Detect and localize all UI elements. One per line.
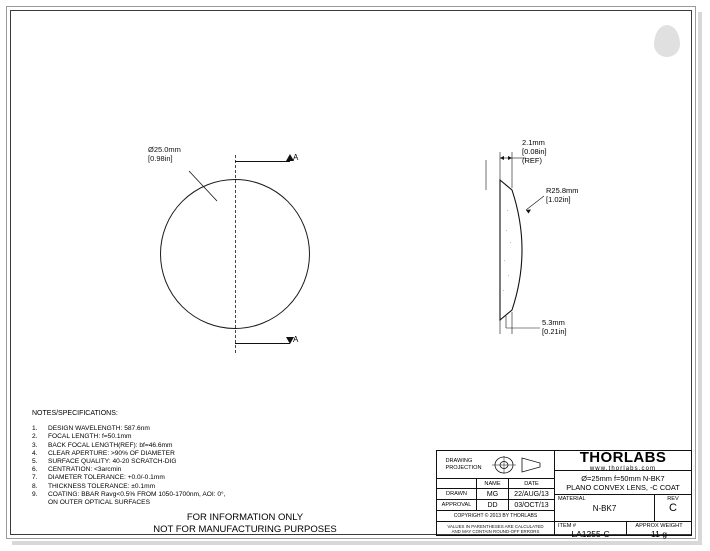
front-view — [140, 145, 360, 355]
notes-heading: NOTES/SPECIFICATIONS: — [32, 410, 118, 417]
note-text: BACK FOCAL LENGTH(REF): bf=46.6mm — [48, 441, 173, 449]
center-thickness-in: [0.21in] — [542, 327, 567, 336]
note-number — [32, 499, 48, 507]
part-description-line-2: PLANO CONVEX LENS, -C COAT — [566, 482, 680, 492]
note-number: 5. — [32, 458, 38, 466]
lens-cross-section — [470, 130, 670, 340]
roundoff-line-2: AND MAY CONTAIN ROUND-OFF ERRORS — [451, 529, 540, 534]
note-item — [32, 450, 362, 458]
note-item — [32, 458, 362, 466]
disclaimer-text — [120, 512, 370, 536]
rev-cell — [655, 495, 691, 522]
item-value: LA1255-C — [571, 529, 610, 539]
date-header-cell: DATE — [509, 479, 555, 489]
note-item — [32, 442, 362, 450]
edge-thickness-dimension — [522, 138, 547, 165]
note-item — [32, 474, 362, 482]
projection-label-2: PROJECTION — [445, 464, 482, 471]
copyright-text: COPYRIGHT © 2013 BY THORLABS — [453, 513, 538, 519]
company-url: www.thorlabs.com — [589, 466, 657, 472]
radius-dimension — [546, 186, 579, 204]
diameter-value-mm: Ø25.0mm — [148, 145, 181, 154]
note-number: 9. — [32, 490, 38, 498]
weight-cell — [627, 522, 691, 539]
drawn-name-cell: MG — [477, 489, 509, 500]
drawn-role-cell: DRAWN — [437, 489, 477, 500]
section-letter-top: A — [293, 153, 299, 162]
note-number: 8. — [32, 482, 38, 490]
diameter-dimension — [148, 145, 181, 163]
role-header-cell — [437, 479, 477, 489]
note-item — [32, 466, 362, 474]
note-text: THICKNESS TOLERANCE: ±0.1mm — [48, 482, 156, 490]
note-text: SURFACE QUALITY: 40-20 SCRATCH-DIG — [48, 458, 177, 466]
part-description-cell — [555, 471, 691, 495]
note-item — [32, 425, 362, 433]
material-label: MATERIAL — [558, 496, 586, 502]
note-text: FOCAL LENGTH: f=50.1mm — [48, 433, 132, 441]
drawn-date-cell: 22/AUG/13 — [509, 489, 555, 500]
item-label: ITEM # — [558, 523, 577, 529]
roundoff-line-1: VALUES IN PARENTHESES ARE CALCULATED — [447, 523, 544, 529]
note-item — [32, 499, 362, 507]
disclaimer-line-2: NOT FOR MANUFACTURING PURPOSES — [153, 524, 337, 535]
note-number: 7. — [32, 474, 38, 482]
projection-label-1: DRAWING — [445, 457, 473, 464]
name-header-cell: NAME — [477, 479, 509, 489]
section-arrow-line-top — [235, 161, 290, 162]
section-arrow-line-bottom — [235, 343, 290, 344]
rev-label: REV — [667, 496, 679, 502]
item-cell — [555, 522, 627, 539]
watermark-logo-icon — [654, 25, 680, 57]
note-item — [32, 433, 362, 441]
rev-value: C — [669, 502, 677, 514]
note-item — [32, 491, 362, 499]
edge-thickness-ref: (REF) — [522, 156, 542, 165]
sheet-shadow-right — [698, 12, 702, 545]
radius-in: [1.02in] — [546, 195, 571, 204]
diameter-leader-line — [187, 169, 221, 205]
approval-date-cell: 03/OCT/13 — [509, 500, 555, 511]
section-letter-bottom: A — [293, 335, 299, 344]
projection-cell — [437, 451, 555, 479]
note-number: 3. — [32, 441, 38, 449]
edge-thickness-in: [0.08in] — [522, 147, 547, 156]
note-text: ON OUTER OPTICAL SURFACES — [48, 499, 150, 507]
company-name: THORLABS — [579, 449, 667, 466]
note-number: 1. — [32, 425, 38, 433]
title-block — [436, 449, 692, 539]
sheet-shadow-bottom — [12, 541, 702, 545]
notes-block — [32, 410, 362, 507]
center-thickness-dimension — [542, 318, 567, 336]
diameter-value-in: [0.98in] — [148, 154, 173, 163]
material-cell — [555, 495, 655, 522]
note-text: COATING: BBAR Ravg<0.5% FROM 1050-1700nm, AOI: 0°, — [48, 490, 226, 498]
first-angle-projection-icon — [488, 455, 546, 475]
section-center-line — [235, 155, 236, 353]
note-text: CENTRATION: <3arcmin — [48, 466, 122, 474]
note-text: DIAMETER TOLERANCE: +0.0/-0.1mm — [48, 474, 165, 482]
note-item — [32, 483, 362, 491]
material-value: N-BK7 — [592, 504, 617, 513]
note-number: 2. — [32, 433, 38, 441]
radius-mm: R25.8mm — [546, 186, 579, 195]
note-number: 4. — [32, 449, 38, 457]
approval-role-cell: APPROVAL — [437, 500, 477, 511]
roundoff-cell — [437, 522, 555, 536]
part-description-line-1: Ø=25mm f=50mm N-BK7 — [581, 473, 665, 483]
edge-thickness-mm: 2.1mm — [522, 138, 545, 147]
weight-value: 11 g — [651, 529, 667, 539]
copyright-cell — [437, 511, 555, 522]
company-cell — [555, 451, 691, 471]
note-text: DESIGN WAVELENGTH: 587.6nm — [48, 425, 150, 433]
section-view-a-a — [470, 130, 670, 340]
note-number: 6. — [32, 466, 38, 474]
approval-name-cell: DD — [477, 500, 509, 511]
center-thickness-mm: 5.3mm — [542, 318, 565, 327]
disclaimer-line-1: FOR INFORMATION ONLY — [186, 512, 304, 523]
note-text: CLEAR APERTURE: >90% OF DIAMETER — [48, 449, 175, 457]
weight-label: APPROX WEIGHT — [635, 523, 683, 529]
